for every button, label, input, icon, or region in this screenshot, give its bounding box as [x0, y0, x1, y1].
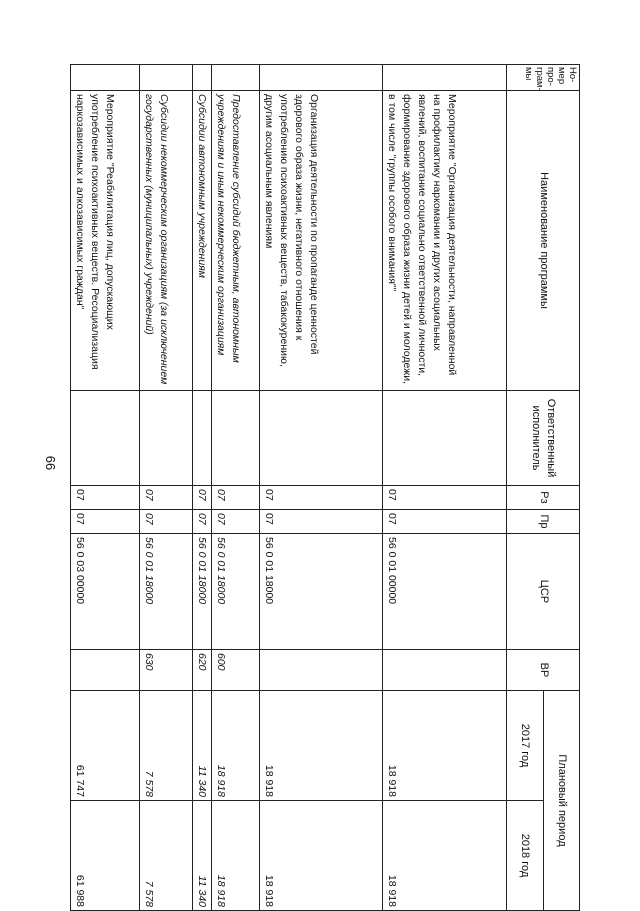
cell-vr	[259, 650, 382, 691]
cell-nomer	[259, 65, 382, 91]
col-header-pr: Пр	[507, 510, 580, 534]
col-header-csr: ЦСР	[507, 534, 580, 650]
table-row	[139, 65, 193, 911]
col-header-vr: ВР	[507, 650, 580, 691]
cell-vr: 600	[212, 650, 259, 691]
cell-vr	[71, 650, 140, 691]
cell-executor	[193, 391, 212, 486]
col-header-rz: Рз	[507, 486, 580, 510]
cell-nomer	[212, 65, 259, 91]
cell-pr: 07	[71, 510, 140, 534]
cell-csr: 56 0 01 18000	[139, 534, 193, 650]
cell-rz: 07	[382, 486, 506, 510]
cell-2017: 61 747	[71, 691, 140, 801]
cell-executor	[212, 391, 259, 486]
program-budget-table	[70, 64, 580, 911]
col-header-name: Наименование программы	[507, 91, 580, 391]
col-header-2018: 2018 год	[507, 801, 543, 911]
cell-2017: 7 578	[139, 691, 193, 801]
cell-2018: 7 578	[139, 801, 193, 911]
cell-pr: 07	[259, 510, 382, 534]
cell-vr	[382, 650, 506, 691]
budget-table-rotated	[70, 64, 580, 910]
cell-2018: 18 918	[212, 801, 259, 911]
cell-rz: 07	[259, 486, 382, 510]
cell-nomer	[382, 65, 506, 91]
cell-nomer	[71, 65, 140, 91]
cell-rz: 07	[139, 486, 193, 510]
col-header-2017: 2017 год	[507, 691, 543, 801]
cell-rz: 07	[193, 486, 212, 510]
cell-executor	[259, 391, 382, 486]
cell-name: Субсидии автономным учреждениям	[193, 91, 212, 391]
cell-2017: 18 918	[212, 691, 259, 801]
col-header-nomer: Но-мер про-грам-мы	[507, 65, 580, 91]
cell-pr: 07	[212, 510, 259, 534]
cell-pr: 07	[382, 510, 506, 534]
cell-2018: 18 918	[382, 801, 506, 911]
col-header-planned-period: Плановый период	[543, 691, 579, 911]
col-header-executor: Ответственный исполнитель	[507, 391, 580, 486]
cell-2017: 18 918	[259, 691, 382, 801]
cell-csr: 56 0 01 18000	[259, 534, 382, 650]
cell-2018: 18 918	[259, 801, 382, 911]
cell-executor	[382, 391, 506, 486]
cell-pr: 07	[193, 510, 212, 534]
table-row	[212, 65, 259, 911]
page-number: 66	[43, 455, 58, 471]
cell-2017: 11 340	[193, 691, 212, 801]
cell-nomer	[193, 65, 212, 91]
cell-name: Мероприятие "Реабилитация лиц, допускающих употребление психоактивных веществ. Ресоциализация наркозависимых и алкозависимых граждан"	[71, 91, 140, 391]
table-row	[193, 65, 212, 911]
table-row	[71, 65, 140, 911]
cell-vr: 630	[139, 650, 193, 691]
cell-2018: 61 988	[71, 801, 140, 911]
cell-executor	[71, 391, 140, 486]
cell-csr: 56 0 01 00000	[382, 534, 506, 650]
cell-rz: 07	[212, 486, 259, 510]
table-row	[382, 65, 506, 911]
cell-2018: 11 340	[193, 801, 212, 911]
table-row	[259, 65, 382, 911]
cell-name: Мероприятие "Организация деятельности, направленной на профилактику наркомании и других асоциальных явлений, воспитание социально ответственной личности, формирование здорового образа жизни детей и молодежи, в том числе "группы особого внимания""	[382, 91, 506, 391]
cell-name: Субсидии некоммерческим организациям (за исключением государственных (муниципальных) учреждений)	[139, 91, 193, 391]
cell-pr: 07	[139, 510, 193, 534]
cell-csr: 56 0 03 00000	[71, 534, 140, 650]
cell-2017: 18 918	[382, 691, 506, 801]
cell-executor	[139, 391, 193, 486]
cell-csr: 56 0 01 18000	[212, 534, 259, 650]
cell-name: Предоставление субсидий бюджетным, автономным учреждениям и иным некоммерческим организациям	[212, 91, 259, 391]
cell-nomer	[139, 65, 193, 91]
cell-name: Организация деятельности по пропаганде ценностей здорового образа жизни, негативного отношения к употреблению психоактивных веществ, табакокурению, другим асоциальным явлениям	[259, 91, 382, 391]
cell-vr: 620	[193, 650, 212, 691]
cell-csr: 56 0 01 18000	[193, 534, 212, 650]
cell-rz: 07	[71, 486, 140, 510]
